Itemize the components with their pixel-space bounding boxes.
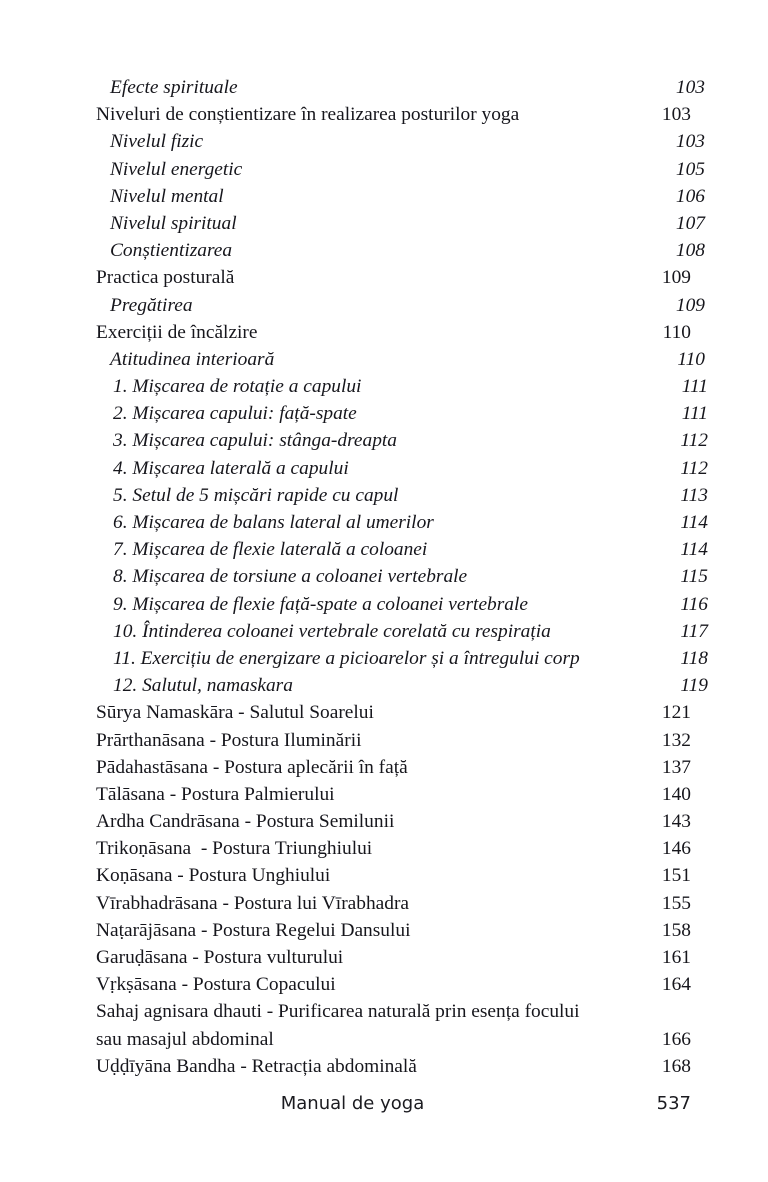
toc-entry-page-number: 164 — [661, 974, 691, 996]
toc-entry-label: Prārthanāsana - Postura Iluminării — [96, 729, 362, 751]
toc-entry — [96, 427, 708, 454]
toc-entry — [96, 699, 691, 726]
toc-entry-label: Pādahastāsana - Postura aplecării în față — [96, 756, 408, 778]
toc-entry-label: Ardha Candrāsana - Postura Semilunii — [96, 811, 395, 833]
toc-entry-page-number: 107 — [675, 212, 705, 234]
toc-entry — [96, 509, 708, 536]
toc-entry — [96, 862, 691, 889]
toc-entry — [96, 210, 705, 237]
toc-entry-page-number: 132 — [661, 729, 691, 751]
toc-entry — [96, 808, 691, 835]
toc-entry — [96, 292, 705, 319]
toc-entry-page-number: 119 — [680, 675, 708, 697]
toc-entry-label: Pregătirea — [110, 294, 193, 316]
toc-entry-page-number: 103 — [675, 77, 705, 98]
toc-entry-label: 3. Mișcarea capului: stânga-dreapta — [113, 430, 397, 452]
toc-entry-label: Vṛkṣāsana - Postura Copacului — [96, 974, 336, 996]
toc-entry — [96, 835, 691, 862]
toc-entry-page-number: 168 — [661, 1055, 691, 1077]
toc-entry-page-number: 166 — [661, 1028, 691, 1050]
toc-entry — [96, 998, 691, 1025]
toc-entry — [96, 455, 708, 482]
toc-entry-label: 6. Mișcarea de balans lateral al umerilor — [113, 512, 434, 533]
toc-entry — [96, 781, 691, 808]
toc-entry — [96, 618, 708, 645]
toc-entry-label: 9. Mișcarea de flexie față-spate a coloanei vertebrale — [113, 593, 528, 615]
toc-entry-page-number: 151 — [661, 865, 691, 887]
toc-entry-page-number: 112 — [680, 457, 708, 479]
toc-entry-page-number: 103 — [661, 104, 691, 126]
toc-entry-label: Practica posturală — [96, 267, 235, 289]
toc-entry-label: 8. Mișcarea de torsiune a coloanei vertebrale — [113, 566, 468, 588]
toc-entry — [96, 101, 691, 128]
toc-entry-page-number: 105 — [675, 158, 705, 180]
toc-entry — [96, 645, 708, 672]
toc-entry — [96, 319, 691, 346]
toc-entry-page-number: 118 — [680, 647, 708, 669]
toc-entry-label: Tālāsana - Postura Palmierului — [96, 783, 335, 805]
toc-entry-label: Exerciții de încălzire — [96, 321, 258, 343]
toc-entry — [96, 1053, 691, 1080]
toc-entry-page-number: 113 — [680, 484, 708, 506]
toc-entry-label: Nivelul mental — [110, 185, 224, 207]
toc-entry-label: Conștientizarea — [110, 240, 233, 262]
toc-entry — [96, 727, 691, 754]
toc-entry-page-number: 158 — [661, 919, 691, 941]
toc-entry-page-number: 121 — [661, 702, 691, 724]
toc-entry-page-number: 112 — [680, 430, 708, 452]
toc-entry — [96, 890, 691, 917]
toc-entry-page-number: 117 — [680, 620, 708, 642]
footer-page-number: 537 — [656, 1093, 691, 1114]
toc-entry — [96, 944, 691, 971]
toc-entry-label: 1. Mișcarea de rotație a capului — [113, 376, 362, 398]
toc-entry-page-number: 140 — [661, 783, 691, 805]
toc-entry-label: 4. Mișcarea laterală a capului — [113, 457, 349, 479]
toc-entry-label: Nivelul energetic — [110, 158, 243, 180]
toc-entry-label: 7. Mișcarea de flexie laterală a coloanei — [113, 539, 428, 561]
toc-entry-page-number: 110 — [662, 321, 691, 343]
toc-entry-page-number: 115 — [680, 566, 708, 588]
toc-entry-page-number: 137 — [661, 756, 691, 778]
toc-entry-page-number: 146 — [661, 838, 691, 860]
toc-entry-page-number: 161 — [661, 947, 691, 968]
toc-entry — [96, 672, 708, 699]
toc-entry-label: Uḍḍīyāna Bandha - Retracția abdominală — [96, 1055, 417, 1077]
toc-entry-label: Koṇāsana - Postura Unghiului — [96, 865, 331, 887]
toc-entry-label: 10. Întinderea coloanei vertebrale corelată cu respirația — [113, 620, 551, 642]
toc-entry — [96, 183, 705, 210]
toc-entry — [96, 346, 705, 373]
toc-entry — [96, 971, 691, 998]
toc-entry-label: Nivelul fizic — [110, 131, 204, 153]
toc-entry-label: 11. Exercițiu de energizare a picioarelor și a întregului corp — [113, 647, 580, 669]
toc-entry — [96, 563, 708, 590]
toc-entry-page-number: 114 — [680, 512, 708, 533]
toc-entry-page-number: 110 — [677, 348, 705, 370]
toc-entry-label: Trikoṇāsana - Postura Triunghiului — [96, 838, 373, 860]
table-of-contents — [96, 74, 708, 1080]
toc-entry-label: Niveluri de conștientizare în realizarea posturilor yoga — [96, 104, 520, 126]
toc-entry-label: Efecte spirituale — [110, 77, 238, 98]
toc-entry-label: Atitudinea interioară — [110, 348, 275, 370]
toc-entry-page-number: 143 — [661, 811, 691, 833]
toc-entry-label: 5. Setul de 5 mișcări rapide cu capul — [113, 484, 399, 506]
toc-entry-page-number: 116 — [680, 593, 708, 615]
toc-entry — [96, 128, 705, 155]
toc-entry-page-number: 111 — [681, 403, 708, 425]
toc-entry-page-number: 109 — [675, 294, 705, 316]
toc-entry-page-number: 106 — [675, 185, 705, 207]
toc-entry-page-number: 109 — [661, 267, 691, 289]
toc-entry — [96, 74, 705, 101]
toc-entry-page-number: 155 — [661, 892, 691, 914]
toc-entry-label: sau masajul abdominal — [96, 1028, 274, 1050]
toc-entry — [96, 482, 708, 509]
toc-entry — [96, 264, 691, 291]
toc-entry-page-number: 111 — [681, 376, 708, 398]
footer-book-title: Manual de yoga — [280, 1093, 425, 1114]
toc-entry — [96, 156, 705, 183]
toc-entry — [96, 373, 708, 400]
toc-entry-page-number: 108 — [675, 240, 705, 262]
toc-entry — [96, 237, 705, 264]
toc-entry-label: Nivelul spiritual — [110, 212, 237, 234]
toc-entry-page-number: 103 — [675, 131, 705, 153]
toc-entry-label: 2. Mișcarea capului: față-spate — [113, 403, 357, 425]
toc-entry — [96, 917, 691, 944]
page-footer — [96, 1091, 691, 1117]
toc-entry — [96, 591, 708, 618]
toc-entry-page-number: 114 — [680, 539, 708, 561]
toc-entry — [96, 400, 708, 427]
toc-entry-label: 12. Salutul, namaskara — [113, 675, 293, 697]
toc-entry — [96, 1026, 691, 1053]
toc-entry-label: Vīrabhadrāsana - Postura lui Vīrabhadra — [96, 892, 410, 914]
toc-entry-label: Naṭarājāsana - Postura Regelui Dansului — [96, 919, 411, 941]
toc-entry-label: Garuḍāsana - Postura vulturului — [96, 947, 344, 968]
toc-entry — [96, 754, 691, 781]
toc-entry-label: Sahaj agnisara dhauti - Purificarea naturală prin esența focului — [96, 1001, 580, 1023]
toc-entry — [96, 536, 708, 563]
toc-entry-label: Sūrya Namaskāra - Salutul Soarelui — [96, 702, 374, 724]
